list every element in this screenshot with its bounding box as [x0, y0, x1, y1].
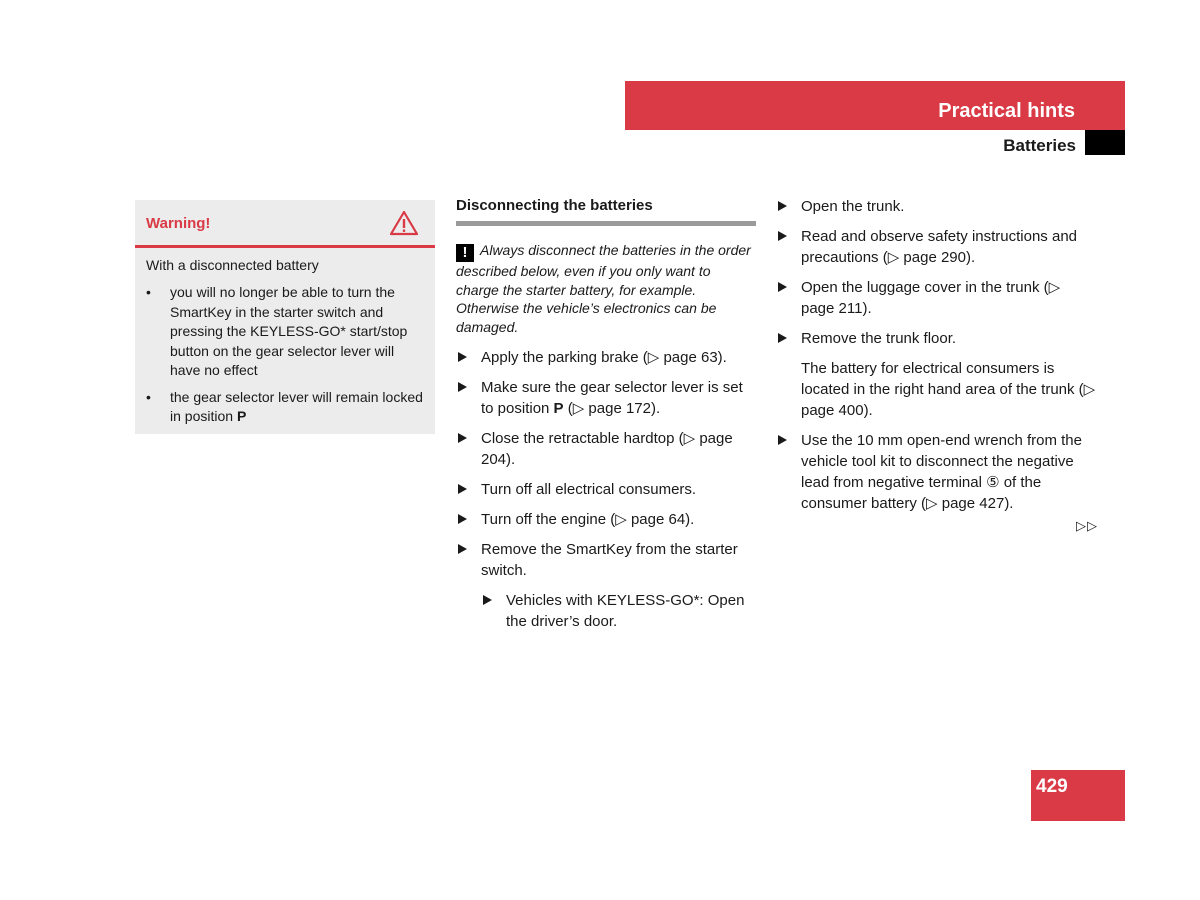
warning-item-text: the gear selector lever will remain locked in position P: [170, 388, 423, 424]
warning-header: [135, 200, 435, 248]
subsection-title: Batteries: [1003, 136, 1076, 155]
step-text: Turn off all electrical consumers.: [481, 481, 697, 498]
step-text: Remove the trunk floor.: [801, 330, 957, 347]
step-text: Open the trunk.: [801, 198, 905, 215]
list-item: [456, 539, 756, 581]
warning-title: Warning!: [146, 215, 211, 232]
arrow-right-icon: [778, 333, 787, 343]
list-item: [776, 430, 1096, 514]
info-paragraph: The battery for electrical consumers is located in the right hand area of the trunk (▷ page 400).: [801, 360, 1096, 419]
continued-icon: ▷▷: [1076, 518, 1098, 533]
list-item: [776, 328, 1096, 349]
arrow-right-icon: [458, 484, 467, 494]
step-text: Apply the parking brake (▷ page 63).: [481, 349, 727, 366]
arrow-right-icon: [458, 382, 467, 392]
list-item: [776, 226, 1096, 268]
column-middle: [456, 196, 756, 641]
arrow-right-icon: [778, 231, 787, 241]
exclamation-icon: !: [456, 244, 474, 262]
list-item: [456, 347, 756, 368]
arrow-right-icon: [778, 201, 787, 211]
warning-list: [146, 283, 426, 434]
warning-item-text: you will no longer be able to turn the SmartKey in the starter switch and pressing the KEYLESS-GO* start/stop button on the gear selector lever will have no effect: [170, 284, 408, 378]
list-item: [456, 509, 756, 530]
arrow-right-icon: [458, 514, 467, 524]
list-item: [456, 479, 756, 500]
step-text: Use the 10 mm open-end wrench from the vehicle tool kit to disconnect the negative lead from negative terminal ⑤ of the consumer battery (▷ page 427).: [801, 432, 1082, 512]
list-item: [776, 196, 1096, 217]
arrow-right-icon: [778, 282, 787, 292]
arrow-right-icon: [778, 435, 787, 445]
column-right: [776, 196, 1096, 523]
list-item: [456, 428, 756, 470]
arrow-right-icon: [483, 595, 492, 605]
list-item: [146, 283, 426, 381]
notice-text: Always disconnect the batteries in the order described below, even if you only want to charge the starter battery, for example. Otherwise the vehicle’s electronics can be damaged.: [456, 242, 751, 335]
substep-text: Vehicles with KEYLESS-GO*: Open the driver’s door.: [506, 592, 745, 630]
step-text: Read and observe safety instructions and precautions (▷ page 290).: [801, 228, 1077, 266]
step-text: Open the luggage cover in the trunk (▷ page 211).: [801, 279, 1061, 317]
section-title: Practical hints: [938, 100, 1075, 122]
arrow-right-icon: [458, 352, 467, 362]
step-text: Turn off the engine (▷ page 64).: [481, 511, 695, 528]
step-text: Close the retractable hardtop (▷ page 204).: [481, 430, 733, 468]
subsection-marker: [1085, 130, 1125, 155]
sub-list-item: [481, 590, 756, 632]
bullet-icon: •: [146, 388, 151, 405]
arrow-right-icon: [458, 544, 467, 554]
page-number: 429: [1031, 770, 1125, 821]
bullet-icon: •: [146, 284, 151, 300]
step-text: Make sure the gear selector lever is set to position P (▷ page 172).: [481, 379, 743, 417]
warning-intro: With a disconnected battery: [146, 257, 319, 273]
list-item: [776, 277, 1096, 319]
arrow-right-icon: [458, 433, 467, 443]
warning-box: [135, 200, 435, 434]
list-item: [456, 377, 756, 419]
notice: [456, 241, 756, 336]
step-text: Remove the SmartKey from the starter switch.: [481, 541, 738, 579]
section-heading: Disconnecting the batteries: [456, 196, 756, 226]
list-item: [146, 388, 426, 427]
warning-triangle-icon: [389, 210, 419, 236]
